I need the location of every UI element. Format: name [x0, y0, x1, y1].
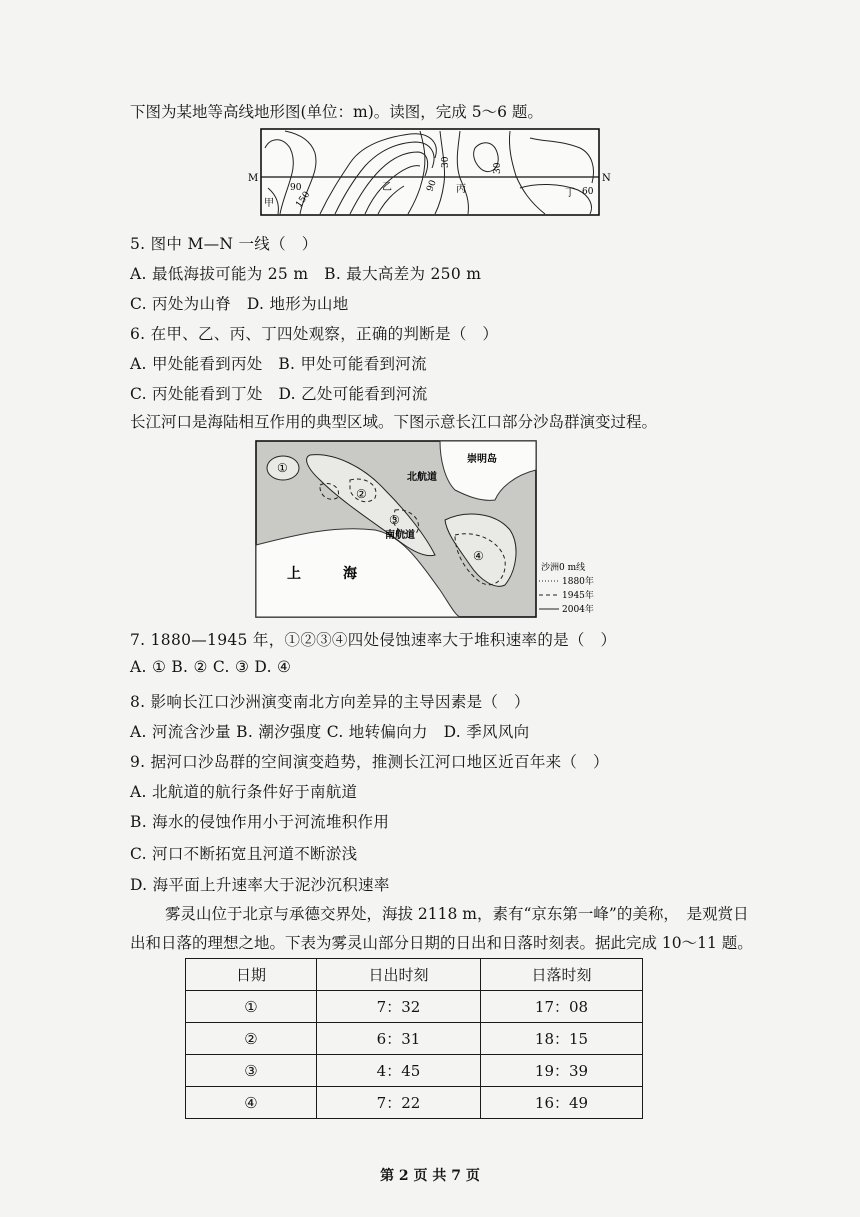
q6-options-cd: C. 丙处能看到丁处 D. 乙处可能看到河流: [130, 385, 428, 403]
header-date: 日期: [186, 959, 317, 991]
label-bing: 丙: [456, 184, 466, 195]
cell-sunset: 19：39: [481, 1055, 643, 1087]
q6-options-ab: A. 甲处能看到丙处 B. 甲处可能看到河流: [130, 355, 427, 373]
contour-30: 30: [441, 156, 451, 168]
legend-1945: 1945年: [562, 591, 594, 601]
cell-sunrise: 7：22: [317, 1087, 481, 1119]
island-2: ②: [356, 487, 367, 501]
island-4: ④: [473, 549, 484, 563]
cell-sunrise: 7：32: [317, 991, 481, 1023]
cell-date: ①: [186, 991, 317, 1023]
estuary-map-figure: [255, 440, 615, 620]
label-ding: 丁: [565, 188, 575, 199]
q5-options-ab: A. 最低海拔可能为 25 m B. 最大高差为 250 m: [130, 265, 482, 283]
legend-2004: 2004年: [562, 605, 594, 615]
label-jia: 甲: [264, 198, 274, 209]
table-row: [186, 1087, 643, 1119]
q8-stem: 8. 影响长江口沙洲演变南北方向差异的主导因素是（ ）: [130, 693, 530, 711]
label-n: N: [602, 173, 611, 184]
q5-options-cd: C. 丙处为山脊 D. 地形为山地: [130, 295, 349, 313]
label-m: M: [248, 173, 259, 184]
label-shanghai-1: 上: [287, 566, 301, 582]
intro-q7-9: 长江河口是海陆相互作用的典型区域。下图示意长江口部分沙岛群演变过程。: [130, 413, 658, 431]
header-sunset: 日落时刻: [481, 959, 643, 991]
island-3: ③: [389, 513, 400, 527]
q9-option-c: C. 河口不断拓宽且河道不断淤浅: [130, 845, 358, 863]
label-south-channel: 南航道: [385, 530, 415, 541]
label-yi: 乙: [382, 182, 392, 193]
island-1: ①: [277, 461, 288, 475]
intro-q10-11-line1: 雾灵山位于北京与承德交界处，海拔 2118 m，素有“京东第一峰”的美称， 是观赏日: [165, 905, 749, 923]
cell-date: ③: [186, 1055, 317, 1087]
table-header-row: [186, 959, 643, 991]
intro-q5-6: 下图为某地等高线地形图(单位：m)。读图，完成 5～6 题。: [130, 103, 543, 121]
label-shanghai-2: 海: [343, 566, 357, 582]
q6-stem: 6. 在甲、乙、丙、丁四处观察，正确的判断是（ ）: [130, 325, 499, 343]
contour-90: 90: [290, 183, 302, 193]
cell-sunrise: 6：31: [317, 1023, 481, 1055]
q9-option-d: D. 海平面上升速率大于泥沙沉积速率: [130, 876, 390, 894]
legend-1880: 1880年: [562, 577, 594, 587]
page-footer: 第 2 页 共 7 页: [380, 1168, 480, 1184]
cell-sunset: 16：49: [481, 1087, 643, 1119]
table-row: [186, 1055, 643, 1087]
q5-stem: 5. 图中 M—N 一线（ ）: [130, 235, 318, 253]
cell-sunset: 17：08: [481, 991, 643, 1023]
cell-date: ④: [186, 1087, 317, 1119]
cell-sunrise: 4：45: [317, 1055, 481, 1087]
cell-sunset: 18：15: [481, 1023, 643, 1055]
intro-q10-11-line2: 出和日落的理想之地。下表为雾灵山部分日期的日出和日落时刻表。据此完成 10～11 题。: [130, 934, 753, 952]
label-chongming: 崇明岛: [467, 454, 497, 465]
label-north-channel: 北航道: [407, 472, 437, 483]
contour-30b: 30: [493, 162, 503, 174]
q8-options: A. 河流含沙量 B. 潮汐强度 C. 地转偏向力 D. 季风风向: [130, 723, 530, 741]
header-sunrise: 日出时刻: [317, 959, 481, 991]
contour-60: 60: [582, 187, 594, 197]
table-row: [186, 991, 643, 1023]
legend-title: 沙洲0 m线: [541, 563, 586, 573]
contour-map-figure: [248, 128, 611, 218]
contour-150: 150: [294, 189, 313, 210]
q9-stem: 9. 据河口沙岛群的空间演变趋势，推测长江河口地区近百年来（ ）: [130, 753, 609, 771]
sunrise-sunset-table: [185, 958, 643, 1119]
cell-date: ②: [186, 1023, 317, 1055]
table-row: [186, 1023, 643, 1055]
q9-option-b: B. 海水的侵蚀作用小于河流堆积作用: [130, 813, 390, 831]
q7-options: A. ① B. ② C. ③ D. ④: [130, 658, 292, 676]
q7-stem: 7. 1880—1945 年，①②③④四处侵蚀速率大于堆积速率的是（ ）: [130, 631, 617, 649]
q9-option-a: A. 北航道的航行条件好于南航道: [130, 783, 358, 801]
contour-90b: 90: [425, 178, 439, 194]
